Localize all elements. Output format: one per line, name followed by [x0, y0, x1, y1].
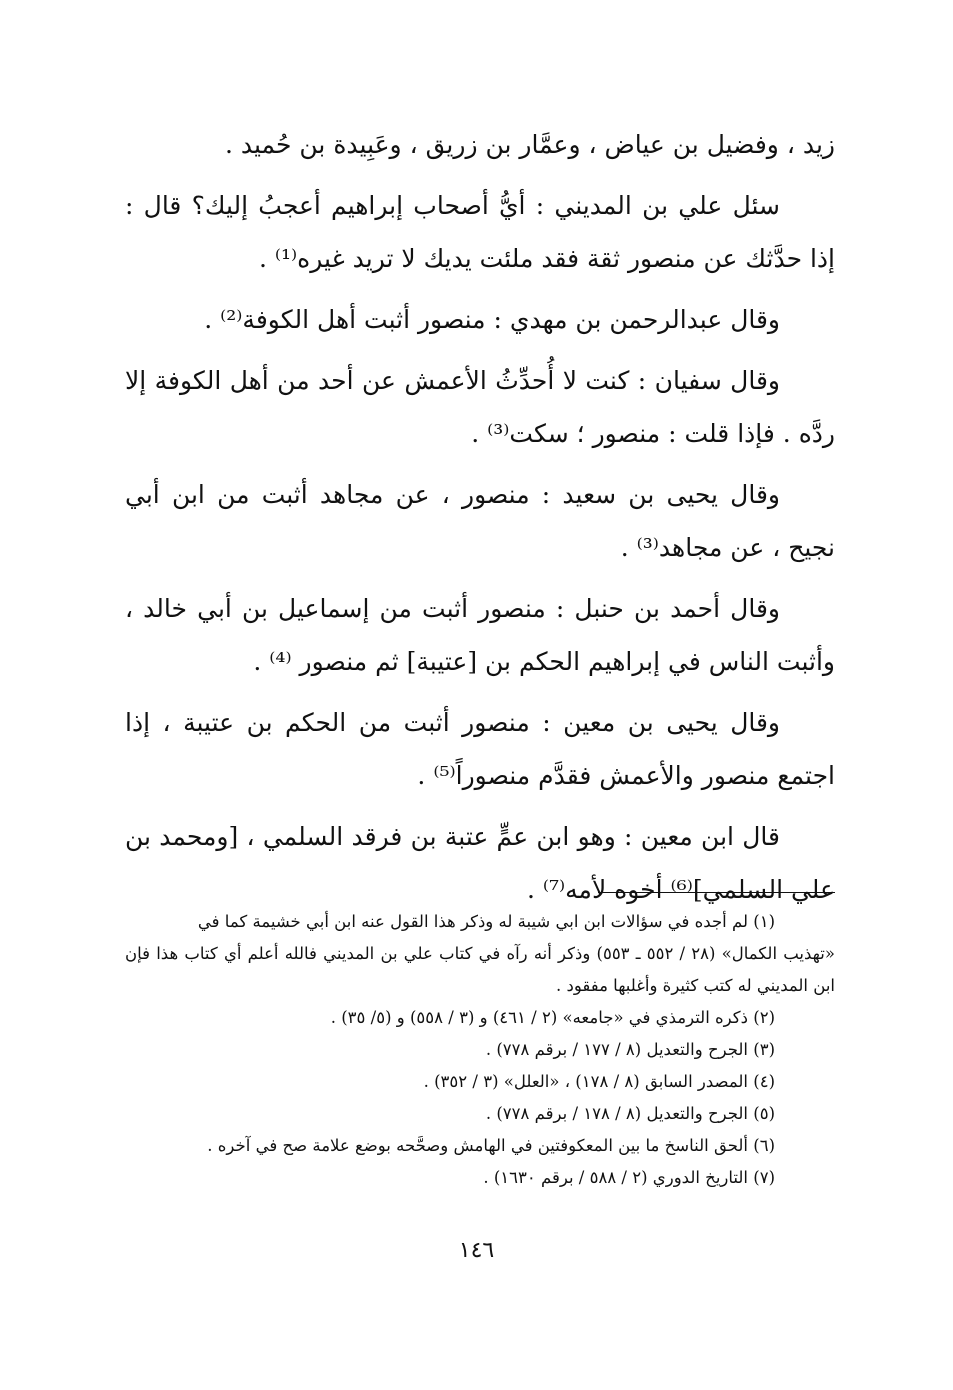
- footnote-6: (٦) ألحق الناسخ ما بين المعكوفتين في الهامش وصحَّحه بوضع علامة صح في آخره .: [207, 1136, 775, 1155]
- footnote-4: (٤) المصدر السابق (٨ / ١٧٨) ، «العلل» (٣ / ٣٥٢) .: [423, 1072, 775, 1091]
- paragraph-5: وقال يحيى بن سعيد : منصور ، عن مجاهد أثبت من ابن أبي نجيح ، عن مجاهد⁽³⁾ .: [125, 480, 835, 562]
- paragraph-8: قال ابن معين : وهو ابن عمٍّ عتبة بن فرقد السلمي ، [ومحمد بن علي السلمي]⁽⁶⁾ أخوه لأمه⁽⁷⁾ .: [125, 822, 835, 904]
- paragraph-3: وقال عبدالرحمن بن مهدي : منصور أثبت أهل الكوفة⁽²⁾ .: [204, 305, 780, 334]
- footnote-3: (٣) الجرح والتعديل (٨ / ١٧٧ / برقم ٧٧٨) .: [485, 1040, 775, 1059]
- footnote-2: (٢) ذكره الترمذي في «جامعه» (٢ / ٤٦١) و (٣ / ٥٥٨) و (٥/ ٣٥) .: [330, 1008, 775, 1027]
- footnote-1-continuation: «تهذيب الكمال» (٢٨ / ٥٥٢ ـ ٥٥٣) وذكر أنه رآه في كتاب علي بن المديني فالله أعلم أي كتاب هذا فإن ابن المديني له كتب كثيرة وأغلبها مفقود .: [125, 944, 835, 995]
- footnote-5: (٥) الجرح والتعديل (٨ / ١٧٨ / برقم ٧٧٨) .: [485, 1104, 775, 1123]
- paragraph-7: وقال يحيى بن معين : منصور أثبت من الحكم بن عتيبة ، إذا اجتمع منصور والأعمش فقدَّم منصوراً⁽⁵⁾ .: [125, 708, 835, 790]
- footnote-1: (١) لم أجده في سؤالات ابن ابي شيبة له وذكر هذا القول عنه ابن أبي خشيمة كما في: [197, 912, 775, 931]
- footnote-7: (٧) التاريخ الدوري (٢ / ٥٨٨ / برقم ١٦٣٠) .: [483, 1168, 775, 1187]
- footnotes: [125, 906, 835, 1194]
- paragraph-4: وقال سفيان : كنت لا أُحدِّثُ الأعمش عن أحد من أهل الكوفة إلا ردَّه . فإذا قلت : منصور ؛ سكت⁽³⁾ .: [125, 366, 835, 448]
- page-number: ١٤٦: [458, 1238, 495, 1263]
- paragraph-1: زيد ، وفضيل بن عياض ، وعمَّار بن زريق ، وعَبِيدة بن حُميد .: [224, 130, 835, 159]
- paragraph-2: سئل علي بن المديني : أيُّ أصحاب إبراهيم أعجبُ إليك؟ قال : إذا حدَّثك عن منصور ثقة فقد ملئت يديك لا تريد غيره⁽¹⁾ .: [125, 191, 835, 273]
- main-text: [125, 118, 835, 916]
- paragraph-6: وقال أحمد بن حنبل : منصور أثبت من إسماعيل بن أبي خالد ، وأثبت الناس في إبراهيم الحكم بن [عتيبة] ثم منصور ⁽⁴⁾ .: [125, 594, 835, 676]
- footnote-separator: [598, 892, 835, 893]
